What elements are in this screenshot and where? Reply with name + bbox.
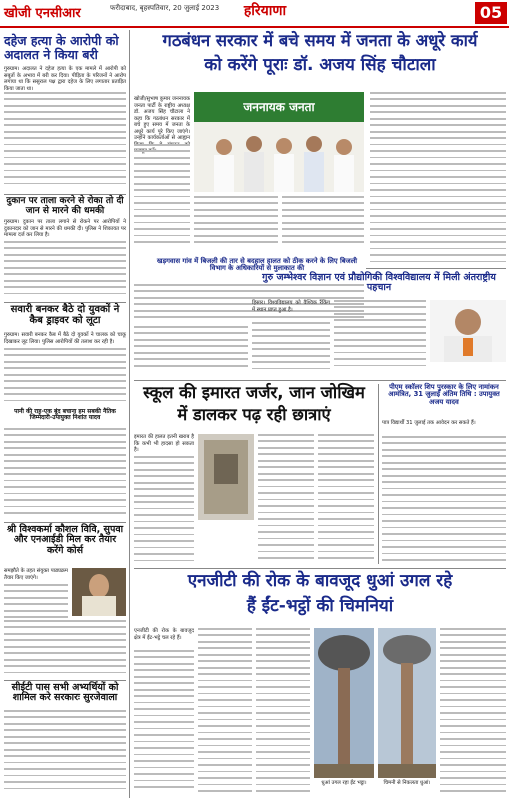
school-headline-line2: में डालकर पढ़ रही छात्राएं xyxy=(177,405,331,424)
page-header xyxy=(0,0,509,28)
scholarship-text-lines xyxy=(382,436,506,564)
story3b-text-lines xyxy=(4,428,126,518)
column-divider xyxy=(129,30,130,798)
university-text-lines xyxy=(252,316,330,376)
story3-subhead: पानी की राह-एक बूंद बचाना हम सबकी नैतिक जिम्मेदारी-उपायुक्त निशांत यादव xyxy=(14,408,116,422)
divider xyxy=(4,302,126,303)
divider xyxy=(4,194,126,195)
dateline: फरीदाबाद, बृहस्पतिवार, 20 जुलाई 2023 xyxy=(110,4,220,12)
kiln-caption-1: धुआं उगल रहा ईंट भट्ठा। xyxy=(321,780,367,786)
university-photo xyxy=(430,300,506,362)
kiln-photo-2 xyxy=(378,628,436,778)
kiln-photo-1 xyxy=(314,628,374,778)
scholarship-headline: पीएम स्कॉलर शिप पुरस्कार के लिए नामांकन आमंत्रित, 31 जुलाई अंतिम तिथि : उपायुक्त अजय यादव xyxy=(388,383,500,406)
kiln-caption-2: चिमनी से निकलता धुआं। xyxy=(383,780,431,786)
divider xyxy=(4,522,126,523)
masthead: खोजी एनसीआर xyxy=(4,6,81,21)
story2-text-lines xyxy=(4,241,126,301)
main-story-col3-lines xyxy=(282,196,364,252)
school-col2-lines xyxy=(258,434,314,564)
column-divider xyxy=(378,384,379,564)
photo-banner-text: जननायक जनता xyxy=(243,100,315,114)
story5-headline: सीईटी पास सभी अभ्यर्थियों को शामिल करे सरकारः सुरजेवाला xyxy=(11,682,119,704)
main-story-col2-lines xyxy=(194,196,278,252)
kiln-col3-lines xyxy=(256,628,310,798)
main-headline-line2: को करेंगे पूराः डॉ. अजय सिंह चौटाला xyxy=(204,55,436,75)
school-headline-line1: स्कूल की इमारत जर्जर, जान जोखिम xyxy=(143,383,365,402)
story1-body: गुरुग्राम। अदालत ने दहेज हत्या के एक मामले में आरोपी को सबूतों के अभाव में बरी कर दिया। पीड़िता के परिजनों ने आरोप लगाया था कि ससुराल पक्ष द्वारा दहेज के लिए लगातार प्रताड़ित किया जाता था। xyxy=(4,66,126,92)
story1-text-lines xyxy=(4,92,126,192)
school-text-lines xyxy=(134,456,194,566)
story5-text-lines xyxy=(4,710,126,798)
section-title: हरियाणा xyxy=(243,3,287,19)
kiln-body: एनजीटी की रोक के बावजूद क्षेत्र में ईंट-भट्ठे चल रहे हैं। xyxy=(134,628,194,641)
university-col2-lines xyxy=(334,300,426,376)
school-photo xyxy=(198,434,254,520)
main-subhead: खड़गवास गांव में बिजली की तार से बदहाल हालत को ठीक करने के लिए बिजली विभाग के अधिकारियों से मुलाकात की xyxy=(156,257,358,273)
kiln-headline-line2: हैं ईंट-भट्ठों की चिमनियां xyxy=(246,596,394,616)
story3-body: गुरुग्राम। सवारी बनकर कैब में बैठे दो युवकों ने चालक को चाकू दिखाकर लूट लिया। पुलिस आरोपियों की तलाश कर रही है। xyxy=(4,332,126,345)
story3-text-lines xyxy=(4,348,126,408)
kiln-text-lines xyxy=(134,650,194,798)
story4b-text-lines xyxy=(4,620,126,678)
kiln-headline-line1: एनजीटी की रोक के बावजूद धुआं उगल रहे xyxy=(187,571,453,591)
school-body: इमारत की हालत इतनी खराब है कि कभी भी हादसा हो सकता है। xyxy=(134,434,194,453)
main-photo xyxy=(194,92,364,192)
main-headline-line1: गठबंधन सरकार में बचे समय में जनता के अधूरे कार्य xyxy=(162,31,478,50)
kiln-col4-lines xyxy=(440,628,506,798)
story4-body: समझौते के तहत संयुक्त पाठ्यक्रम तैयार किए जाएंगे। xyxy=(4,568,68,581)
university-body: हिसार। विश्वविद्यालय को वैश्विक रैंकिंग में स्थान प्राप्त हुआ है। xyxy=(252,300,330,313)
right-column-lines xyxy=(370,92,506,268)
story3-headline: सवारी बनकर बैठे दो युवकों ने कैब ड्राइवर को लूटा xyxy=(10,304,120,326)
story4-headline: श्री विश्वकर्मा कौशल विवि, सुपवा और एनआईडी मिल कर तैयार करेंगे कोर्स xyxy=(6,524,124,556)
page-number: 05 xyxy=(475,2,507,24)
divider xyxy=(366,268,506,269)
divider xyxy=(134,568,506,569)
story2-headline: दुकान पर ताला करने से रोका तो दी जान से मारने की धमकी xyxy=(6,196,124,216)
story2-body: गुरुग्राम। दुकान पर ताला लगाने से रोकने पर आरोपियों ने दुकानदार को जान से मारने की धमकी दी। पुलिस ने शिकायत पर मामला दर्ज कर लिया है। xyxy=(4,219,126,238)
story1-headline: दहेज हत्या के आरोपी को अदालत ने किया बरी xyxy=(4,33,119,62)
story4-text-lines xyxy=(4,584,68,624)
kiln-col2-lines xyxy=(198,628,252,798)
story4-photo xyxy=(72,568,126,616)
divider xyxy=(4,680,126,681)
school-col3-lines xyxy=(318,434,374,564)
scholarship-body: पात्र विद्यार्थी 31 जुलाई तक आवेदन कर सकते हैं। xyxy=(382,420,476,426)
divider xyxy=(134,380,506,381)
main-story-body: खोजी/सुभाष कुमार जननायक जनता पार्टी के राष्ट्रीय अध्यक्ष डॉ. अजय सिंह चौटाला ने कहा कि गठबंधन सरकार में बचे हुए समय में जनता के अधूरे कार्य पूरे किए जाएंगे। उन्होंने कार्यकर्ताओं से आह्वान xyxy=(134,96,190,141)
main-story-text-lines xyxy=(134,144,190,252)
mid-text-lines xyxy=(134,326,248,376)
university-headline: गुरु जम्भेश्वर विज्ञान एवं प्रौद्योगिकी विश्वविद्यालय में मिली अंतराष्ट्रीय पहचान xyxy=(262,272,496,294)
